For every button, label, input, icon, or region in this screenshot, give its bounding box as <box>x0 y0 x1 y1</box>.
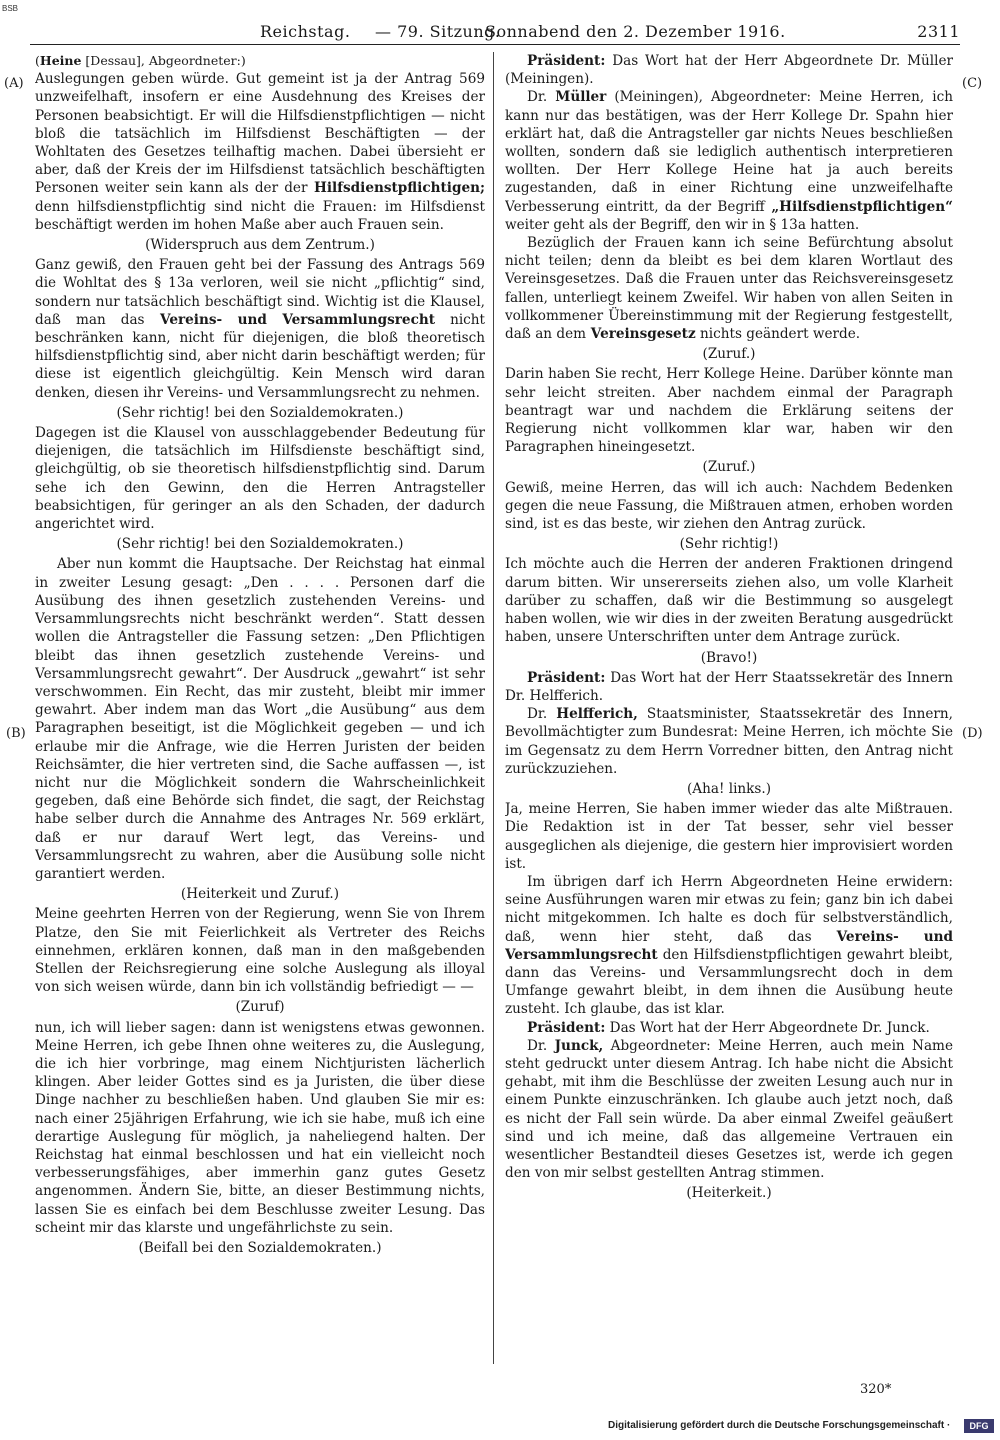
text-run: nicht beschränken kann, nicht für diejenigen, die bloß theoretisch hilfsdienstpflichtig sind, aber nicht darin beschäftigt werden; für diese ist eigentlich gleichgültig. Kein Mensch wird daran denken, diesen ihr Vereins- und Versammlungsrecht zu nehmen. <box>35 311 485 401</box>
interjection: (Heiterkeit und Zuruf.) <box>180 886 340 903</box>
text-run: Auslegungen geben würde. Gut gemeint ist ja der Antrag 569 unzweifelhaft, insofern er eine Ausdehnung des Kreises der Personen beabsichtigt. Er will die Hilfsdienstpflichtigen — nicht bloß die tatsächlich im Hilfsdienst Beschäftigten — der Wohltaten des Gesetzes teilhaftig machen. Dabei übersieht er aber, daß der Kreis der im Hilfsdienst tatsächlich beschäftigten Personen weiter sein kann als der der <box>35 71 485 197</box>
header-page-number: 2311 <box>917 22 960 41</box>
text-run: Das Wort hat der Herr Abgeordnete Dr. Müller (Meiningen). <box>505 53 953 88</box>
margin-marker-c: (C) <box>962 76 983 91</box>
paragraph: nun, ich will lieber sagen: dann ist wenigstens etwas gewonnen. Meine Herren, ich gebe Ihnen ohne weiteres zu, die Auslegung, die ich hier vorbringe, mag einem Nichtjuristen lächerlich klingen. Aber leider Gottes sind es ja Juristen, die über diese Dinge nachher zu beschließen haben. Und glauben Sie mir es: nach einer 25jährigen Erfahrung, wie ich sie habe, muß ich eine derartige Auslegung für möglich, ja naheliegend halten. Der Reichstag hat einmal beschlossen und hat ein vielleicht noch verbesserungsfähiges, aber immerhin ganz gutes Gesetz angenommen. Ändern Sie, bitte, an dieser Bestimmung nichts, lassen Sie es einfach bei dem Beschlusse zweiter Lesung. Das scheint mir das klarste und ungefährlichste zu sein. <box>35 1019 485 1236</box>
paragraph <box>505 873 953 1019</box>
interjection: (Zuruf) <box>235 999 285 1016</box>
text-run: Das Wort hat der Herr Staatssekretär des Innern Dr. Helfferich. <box>505 669 953 704</box>
paragraph <box>35 70 485 234</box>
bold-term: „Hilfsdienstpflichtigen“ <box>764 198 953 215</box>
president-label: Präsident: <box>527 1019 606 1036</box>
text-run: den Hilfsdienstpflichtigen gewahrt bleibt, dann das Vereins- und Versammlungsrecht doch in dem Umfange gewahrt bleibt, in dem ihnen die Ausübung heute zusteht. Ich glaube, das ist klar. <box>505 946 953 1018</box>
text-run: denn hilfsdienstpflichtig sind nicht die Frauen: im Hilfsdienst beschäftigt werden im hohen Maße aber auch Frauen sein. <box>35 198 485 233</box>
left-column <box>35 52 485 1382</box>
signature-mark: 320* <box>860 1382 892 1397</box>
margin-marker-b: (B) <box>6 726 26 741</box>
president-label: Präsident: <box>527 669 606 686</box>
bold-term: Hilfsdienstpflichtigen; <box>307 180 485 197</box>
text-run: Abgeordneter: Meine Herren, auch mein Name steht gedruckt unter diesem Antrag. Ich habe nicht die Absicht gehabt, mit ihm die Beschlüsse der zweiten Lesung auch nur in einem Punkte einzuschränken. Ich glaube auch jetzt noch, daß es nicht der Fall sein würde. Da aber einmal Zweifel geäußert sind und ich meine, daß das allgemeine Vertrauen ein wesentlicher Bestandteil dieses Gesetzes ist, werde ich gegen den von mir selbst gestellten Antrag stimmen. <box>505 1037 953 1182</box>
bold-term: Vereinsgesetz <box>586 326 696 343</box>
interjection: (Zuruf.) <box>702 459 756 476</box>
paragraph <box>505 669 953 705</box>
speaker-name: Müller <box>555 89 607 106</box>
paragraph <box>505 1019 953 1037</box>
page-header <box>30 22 960 45</box>
interjection: (Sehr richtig! bei den Sozialdemokraten.) <box>116 536 404 553</box>
text-run: weiter geht als der Begriff, den wir in § 13a hatten. <box>505 216 860 233</box>
interjection: (Widerspruch aus dem Zentrum.) <box>145 237 375 254</box>
margin-marker-a: (A) <box>4 76 24 91</box>
text-run: Dr. <box>527 1037 555 1054</box>
speaker-name: Heine <box>39 53 82 68</box>
text-run: Das Wort hat der Herr Abgeordnete Dr. Junck. <box>605 1019 930 1036</box>
text-run: (Meiningen), Abgeordneter: Meine Herren, ich kann nur das bestätigen, was der Herr Kollege Dr. Spahn hier erklärt hat, daß die Antragsteller gar nichts Neues beschließen wollten, sondern daß sie lediglich authentisch interpretieren wollten. Der Herr Kollege Heine hat ja auch bereits zugestanden, daß in einer Richtung eine unzweifelhafte Verbesserung eintritt, da der Begriff <box>505 89 953 215</box>
paragraph <box>505 705 953 778</box>
paragraph: Aber nun kommt die Hauptsache. Der Reichstag hat einmal in zweiter Lesung gesagt: „Den . . . . Personen darf die Ausübung des ihnen gesetzlich zustehenden Vereins- und Versammlungsrechts nicht beschränkt werden“. Statt dessen wollen die Antragsteller die Fassung setzen: „Den Pflichtigen bleibt das ihnen gesetzlich zustehende Vereins- und Versammlungsrecht gewahrt“. Der Ausdruck „gewahrt“ ist sehr verschwommen. Ein Recht, das mir zusteht, bleibt mir immer gewahrt. Aber indem man das Wort „die Ausübung“ aus dem Paragraphen beseitigt, ist die Möglichkeit gegeben — und ich erlaube mir die Anfrage, wie die Herren Juristen der beiden Reichsämter, die hier vertreten sind, die Sache auffassen —, ist nicht nur die Möglichkeit sondern die Wahrscheinlichkeit gegeben, daß eine Behörde sich findet, die sagt, der Reichstag habe selber durch die Annahme des Antrages Nr. 569 erklärt, daß er nur darauf Wert legt, das Vereins- und Versammlungsrecht zu wahren, aber die Ausübung solle nicht garantiert werden. <box>35 556 485 882</box>
text-run: Dr. <box>527 89 556 106</box>
paragraph <box>505 52 953 88</box>
interjection: (Aha! links.) <box>686 780 772 797</box>
speaker-role: [Dessau], Abgeordneter:) <box>81 53 246 68</box>
digitization-credit: Digitalisierung gefördert durch die Deutsche Forschungsgemeinschaft · <box>608 1420 951 1431</box>
bsb-corner-label: BSB <box>2 4 19 13</box>
text-run: Im übrigen darf ich Herrn Abgeordneten Heine erwidern: seine Ausführungen waren mir etwas zu fein; ganz bin ich dabei nicht mitgekommen. Ich halte es doch für selbstverständlich, daß, wenn hier steht, daß das <box>505 873 953 945</box>
interjection: (Zuruf.) <box>702 346 756 363</box>
text-run: Bezüglich der Frauen kann ich seine Befürchtung absolut nicht teilen; denn da bleibt es bei dem klaren Wortlaut des Vereinsgesetzes. Daß die Frauen unter das Reichsvereinsgesetz fallen, unterliegt keinem Zweifel. Wir haben von allen Seiten in vollkommener Übereinstimmung mit der Regierung festgestellt, daß an dem <box>505 235 953 343</box>
margin-marker-d: (D) <box>962 726 983 741</box>
paragraph <box>505 234 953 343</box>
interjection: (Heiterkeit.) <box>686 1185 772 1202</box>
interjection: (Sehr richtig!) <box>679 536 779 553</box>
bold-term: Vereins- und Versammlungsrecht <box>505 928 953 963</box>
interjection: (Bravo!) <box>700 649 758 666</box>
paragraph: Ja, meine Herren, Sie haben immer wieder das alte Mißtrauen. Die Redaktion ist in der Tat besser, sehr viel besser ausgeglichen als diejenige, die gestern hier improvisiert worden ist. <box>505 801 953 872</box>
right-column <box>505 52 953 1382</box>
column-divider <box>493 52 494 1364</box>
text-run: nichts geändert werde. <box>695 326 861 343</box>
paragraph <box>505 1037 953 1183</box>
paragraph <box>35 256 485 402</box>
text-run: Ganz gewiß, den Frauen geht bei der Fassung des Antrags 569 die Wohltat des § 13a verloren, weil sie nicht „pflichtig“ sind, sondern nur tatsächlich beschäftigt sind. Wichtig ist die Klausel, daß man das <box>35 257 485 328</box>
speaker-name: Helfferich, <box>556 706 638 723</box>
president-label: Präsident: <box>527 53 606 69</box>
interjection: (Beifall bei den Sozialdemokraten.) <box>138 1240 382 1256</box>
text-run: Staatsminister, Staatssekretär des Innern, Bevollmächtigter zum Bundesrat: Meine Herren, ich möchte Sie im Gegensatz zu dem Herrn Vorredner bitten, den Antrag nicht zurückzuziehen. <box>505 706 953 777</box>
text-run: Dr. <box>527 706 557 723</box>
paragraph: Meine geehrten Herren von der Regierung, wenn Sie von Ihrem Platze, den Sie mit Feierlichkeit als Vertreter des Reichs einnehmen, erklären konnen, daß man in den maßgebenden Stellen der Reichsregierung eine solche Auslegung als illoyal von sich weisen würde, dann bin ich vollständig befriedigt — — <box>35 906 485 996</box>
bold-term: Vereins- und Versammlungsrecht <box>144 311 436 328</box>
header-title: Reichstag. <box>260 22 351 41</box>
interjection: (Sehr richtig! bei den Sozialdemokraten.) <box>116 404 404 421</box>
speaker-header: (Heine [Dessau], Abgeordneter:) <box>35 53 246 68</box>
paragraph: Dagegen ist die Klausel von ausschlaggebender Bedeutung für diejenigen, die tatsächlich im Hilfsdienste beschäftigt sind, gleichgültig, ob sie theoretisch hilfsdienstpflichtig sind. Darum sehe ich den Gewinn, den die Herren Antragsteller beabsichtigen, für geringer an als den Schaden, der dadurch angerichtet wird. <box>35 425 485 533</box>
paragraph: Darin haben Sie recht, Herr Kollege Heine. Darüber könnte man sehr leicht streiten. Aber nachdem einmal der Paragraph beantragt war und nachdem die Erklärung seitens der Regierung nicht vollkommen klar war, haben wir den Paragraphen hineingesetzt. <box>505 366 953 456</box>
paragraph: Gewiß, meine Herren, das will ich auch: Nachdem Bedenken gegen die neue Fassung, die Mißtrauen atmen, erhoben worden sind, ist es das beste, wir ziehen den Antrag zurück. <box>505 479 953 533</box>
speaker-name: Junck, <box>554 1037 604 1054</box>
paragraph: Ich möchte auch die Herren der anderen Fraktionen dringend darum bitten. Wir unsererseits ziehen also, um volle Klarheit darüber zu schaffen, daß wir die Bestimmung so ausgelegt haben wollen, wie wir dies in der zweiten Beratung ausgedrückt haben, unsere Unterschriften unter dem Antrage zurück. <box>505 556 953 646</box>
paragraph <box>505 88 953 234</box>
header-date: Sonnabend den 2. Dezember 1916. <box>485 22 786 41</box>
dfg-logo: DFG <box>964 1419 994 1433</box>
header-sitting: — 79. Sitzung. <box>375 22 501 41</box>
